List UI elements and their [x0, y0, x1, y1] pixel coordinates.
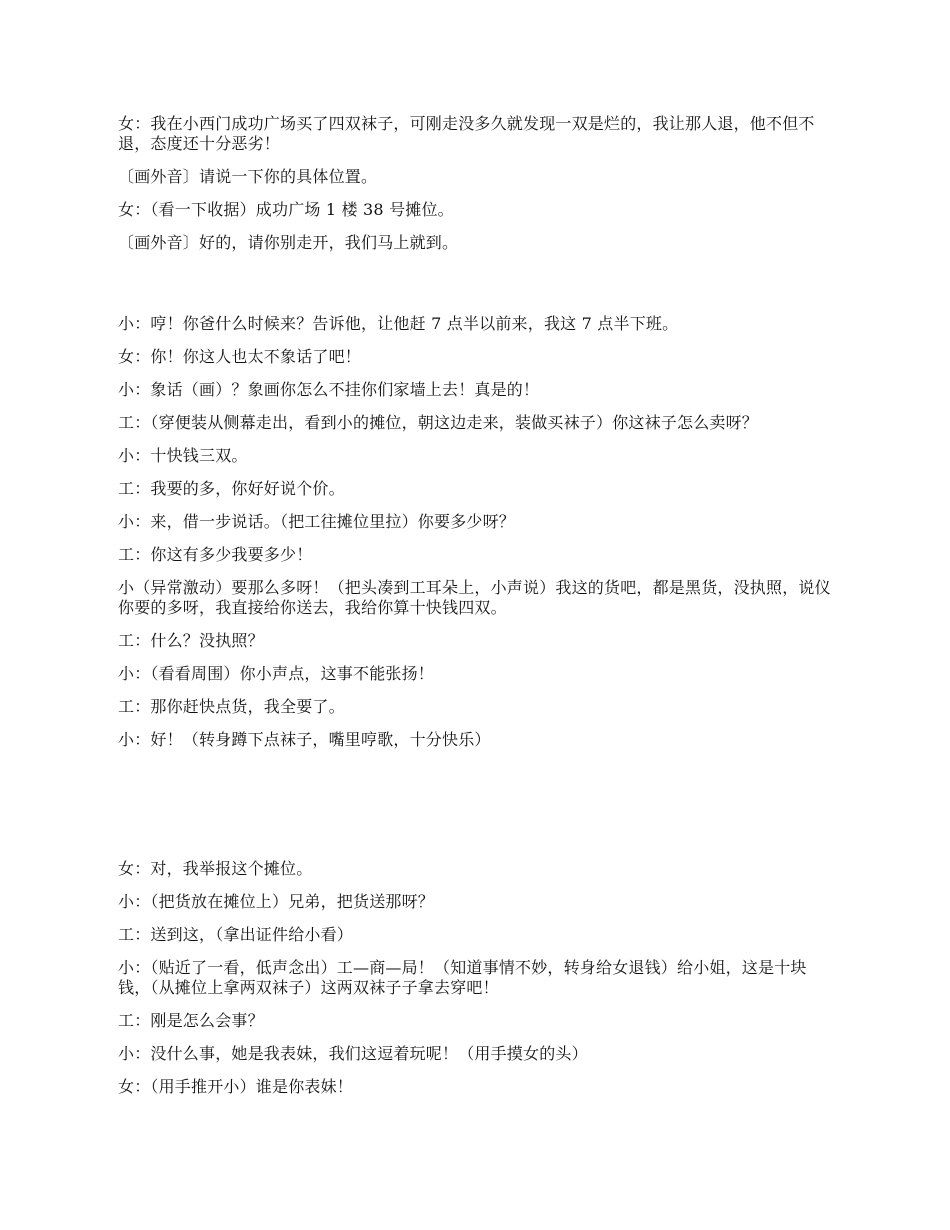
dialogue-line: 女：我在小西门成功广场买了四双袜子，可刚走没多久就发现一双是烂的，我让那人退，他不但不退，态度还十分恶劣！: [118, 114, 815, 153]
dialogue-line: 女：（看一下收据）成功广场 1 楼 38 号摊位。: [118, 200, 454, 219]
dialogue-line: 小：（看看周围）你小声点，这事不能张扬！: [118, 664, 435, 683]
dialogue-line: 〔画外音〕请说一下你的具体位置。: [118, 167, 378, 186]
dialogue-line: 〔画外音〕好的，请你别走开，我们马上就到。: [118, 233, 459, 252]
dialogue-line: 女：你！你这人也太不象话了吧！: [118, 347, 362, 366]
dialogue-line: 工：你这有多少我要多少！: [118, 545, 313, 564]
dialogue-line: 小：哼！你爸什么时候来？告诉他，让他赶 7 点半以前来，我这 7 点半下班。: [118, 314, 679, 333]
dialogue-line: 小：来，借一步说话。（把工往摊位里拉）你要多少呀？: [118, 512, 516, 531]
dialogue-line: 工：（穿便装从侧幕走出，看到小的摊位，朝这边走来，装做买袜子）你这袜子怎么卖呀？: [118, 413, 759, 432]
dialogue-line: 工：什么？没执照？: [118, 631, 264, 650]
dialogue-line: 小：没什么事，她是我表妹，我们这逗着玩呢！（用手摸女的头）: [118, 1044, 588, 1063]
dialogue-line: 小：（把货放在摊位上）兄弟，把货送那呀？: [118, 892, 435, 911]
dialogue-line: 小：象话（画）？象画你怎么不挂你们家墙上去！真是的！: [118, 380, 540, 399]
dialogue-line: 工：那你赶快点货，我全要了。: [118, 697, 345, 716]
dialogue-line: 工：刚是怎么会事？: [118, 1011, 264, 1030]
dialogue-line: 女：（用手推开小）谁是你表妹！: [118, 1077, 354, 1096]
dialogue-line: 小：（贴近了一看，低声念出）工—商—局！（知道事情不妙，转身给女退钱）给小姐，这是十块钱，（从摊位上拿两双袜子）这两双袜子子拿去穿吧！: [118, 958, 807, 997]
dialogue-section-2: [118, 314, 836, 763]
dialogue-line: 工：我要的多，你好好说个价。: [118, 479, 345, 498]
dialogue-line: 女：对，我举报这个摊位。: [118, 859, 313, 878]
dialogue-line: 工：送到这，（拿出证件给小看）: [118, 925, 354, 944]
dialogue-section-3: [118, 859, 836, 1110]
dialogue-line: 小：好！（转身蹲下点袜子，嘴里哼歌，十分快乐）: [118, 730, 491, 749]
dialogue-line: 小：十快钱三双。: [118, 446, 248, 465]
dialogue-section-1: [118, 114, 836, 266]
dialogue-line: 小（异常激动）要那么多呀！（把头凑到工耳朵上，小声说）我这的货吧，都是黑货，没执照，说仪你要的多呀，我直接给你送去，我给你算十快钱四双。: [118, 578, 831, 617]
